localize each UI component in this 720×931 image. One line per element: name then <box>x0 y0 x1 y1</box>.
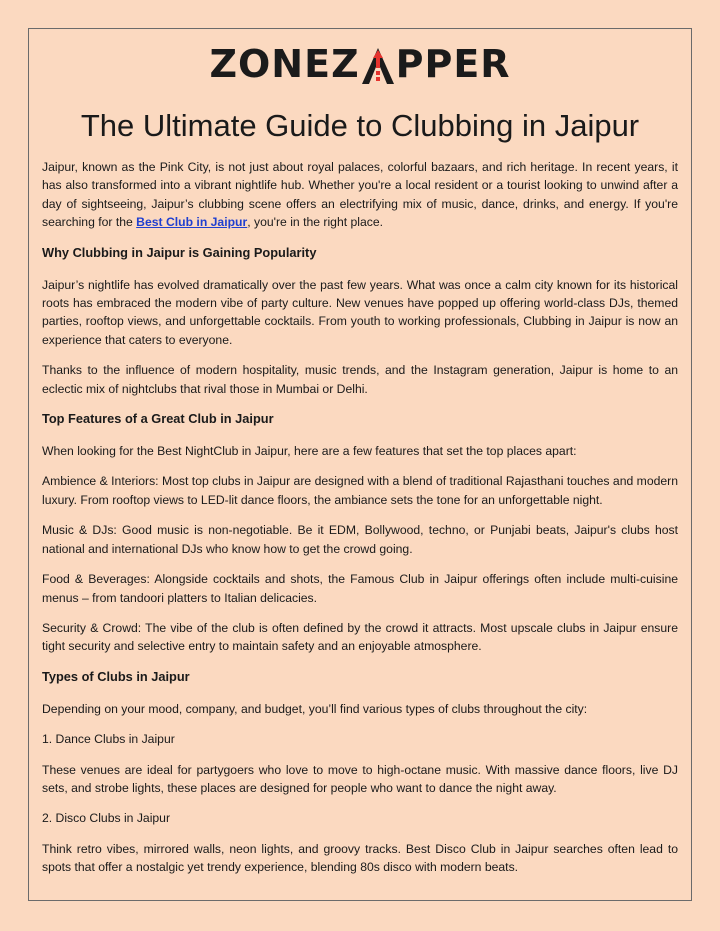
section-heading-why: Why Clubbing in Jaipur is Gaining Popularity <box>42 244 317 260</box>
paragraph: Jaipur’s nightlife has evolved dramatically over the past few years. What was once a calm city known for its historical roots has embraced the modern vibe of party culture. New venues have popped up offering world-class DJs, themed parties, rooftop views, and unforgettable cocktails. From youth to working professionals, Clubbing in Jaipur is now an experience that caters to everyone. <box>42 277 678 347</box>
logo-arrow-a-icon <box>361 46 395 86</box>
paragraph: Music & DJs: Good music is non-negotiable. Be it EDM, Bollywood, techno, or Punjabi beats, Jaipur's clubs host national and international DJs who know how to get the crowd going. <box>42 523 678 556</box>
paragraph: These venues are ideal for partygoers who love to move to high-octane music. With massive dance floors, live DJ sets, and strobe lights, these places are designed for people who want to dance the night away. <box>42 762 678 795</box>
section-heading-types: Types of Clubs in Jaipur <box>42 668 190 684</box>
paragraph: Thanks to the influence of modern hospitality, music trends, and the Instagram generation, Jaipur is home to an eclectic mix of nightclubs that rival those in Mumbai or Delhi. <box>42 363 678 396</box>
logo-text-right: PPER <box>395 42 511 86</box>
logo-text-left: ZONEZ <box>209 42 360 86</box>
paragraph: Depending on your mood, company, and budget, you’ll find various types of clubs throughout the city: <box>42 701 588 716</box>
best-club-link[interactable]: Best Club in Jaipur <box>136 215 248 230</box>
paragraph: Ambience & Interiors: Most top clubs in Jaipur are designed with a blend of traditional Rajasthani touches and modern luxury. From rooftop views to LED-lit dance floors, the ambiance sets the tone for an unforgettable night. <box>42 474 678 507</box>
paragraph: 1. Dance Clubs in Jaipur <box>42 732 175 747</box>
section-heading-features: Top Features of a Great Club in Jaipur <box>42 411 274 427</box>
paragraph: 2. Disco Clubs in Jaipur <box>42 811 171 826</box>
paragraph: Food & Beverages: Alongside cocktails and shots, the Famous Club in Jaipur offerings often include multi-cuisine menus – from tandoori platters to Italian delicacies. <box>42 572 678 605</box>
intro-paragraph: Jaipur, known as the Pink City, is not just about royal palaces, colorful bazaars, and rich heritage. In recent years, it has also transformed into a vibrant nightlife hub. Whether you're a local resident or a tourist looking to unwind after a day of sightseeing, Jaipur’s clubbing scene offers an electrifying mix of music, dance, drinks, and energy. If you're searching for the Best Club in Jaipur, you're in the right place. <box>42 160 678 230</box>
page-title: The Ultimate Guide to Clubbing in Jaipur <box>80 108 640 143</box>
article-body <box>42 158 678 889</box>
paragraph: Security & Crowd: The vibe of the club is often defined by the crowd it attracts. Most upscale clubs in Jaipur ensure tight security and selective entry to maintain safety and an enjoyable atmosphere. <box>42 620 678 654</box>
zonezapper-logo <box>0 40 720 88</box>
paragraph: Think retro vibes, mirrored walls, neon lights, and groovy tracks. Best Disco Club in Jaipur searches often lead to spots that offer a nostalgic yet trendy experience, blending 80s disco with modern beats. <box>42 841 678 875</box>
paragraph: When looking for the Best NightClub in Jaipur, here are a few features that set the top places apart: <box>42 444 577 459</box>
